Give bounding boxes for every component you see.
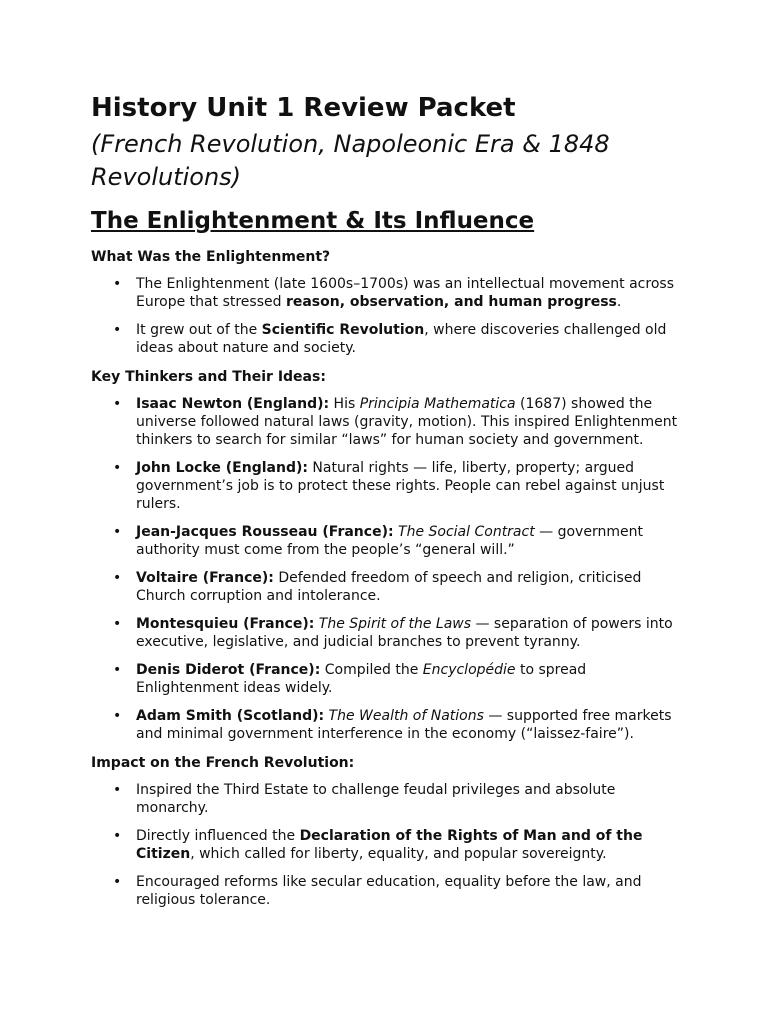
list-item: • It grew out of the Scientific Revolution, where discoveries challenged old ideas about nature and society.: [136, 321, 678, 357]
list-item: • The Enlightenment (late 1600s–1700s) was an intellectual movement across Europe that stressed reason, observation, and human progress.: [136, 275, 678, 311]
what-list: [91, 275, 678, 357]
page-subtitle: (French Revolution, Napoleonic Era & 1848 Revolutions): [91, 130, 610, 191]
thinker-smith: • Adam Smith (Scotland): The Wealth of Nations — supported free markets and minimal government interference in the economy (“laissez-faire”).: [136, 707, 678, 743]
list-item: • Inspired the Third Estate to challenge feudal privileges and absolute monarchy.: [136, 781, 678, 817]
thinker-montesquieu: • Montesquieu (France): The Spirit of the Laws — separation of powers into executive, legislative, and judicial branches to prevent tyranny.: [136, 615, 678, 651]
thinkers-heading: Key Thinkers and Their Ideas:: [91, 369, 326, 385]
thinkers-list: [91, 395, 678, 743]
thinker-newton: • Isaac Newton (England): His Principia Mathematica (1687) showed the universe followed natural laws (gravity, motion). This inspired Enlightenment thinkers to search for similar “laws” for human society and government.: [136, 395, 678, 449]
list-item: • Encouraged reforms like secular education, equality before the law, and religious tolerance.: [136, 873, 678, 909]
thinker-rousseau: • Jean-Jacques Rousseau (France): The Social Contract — government authority must come from the people’s “general will.”: [136, 523, 678, 559]
thinker-voltaire: • Voltaire (France): Defended freedom of speech and religion, criticised Church corruption and intolerance.: [136, 569, 678, 605]
impact-list: [91, 781, 678, 909]
section-heading: The Enlightenment & Its Influence: [91, 208, 535, 234]
page-title: History Unit 1 Review Packet: [91, 93, 516, 123]
thinker-locke: • John Locke (England): Natural rights — life, liberty, property; argued government’s job is to protect these rights. People can rebel against unjust rulers.: [136, 459, 678, 513]
thinker-diderot: • Denis Diderot (France): Compiled the Encyclopédie to spread Enlightenment ideas widely.: [136, 661, 678, 697]
what-heading: What Was the Enlightenment?: [91, 249, 331, 265]
impact-heading: Impact on the French Revolution:: [91, 755, 355, 771]
list-item: • Directly influenced the Declaration of the Rights of Man and of the Citizen, which called for liberty, equality, and popular sovereignty.: [136, 827, 678, 863]
